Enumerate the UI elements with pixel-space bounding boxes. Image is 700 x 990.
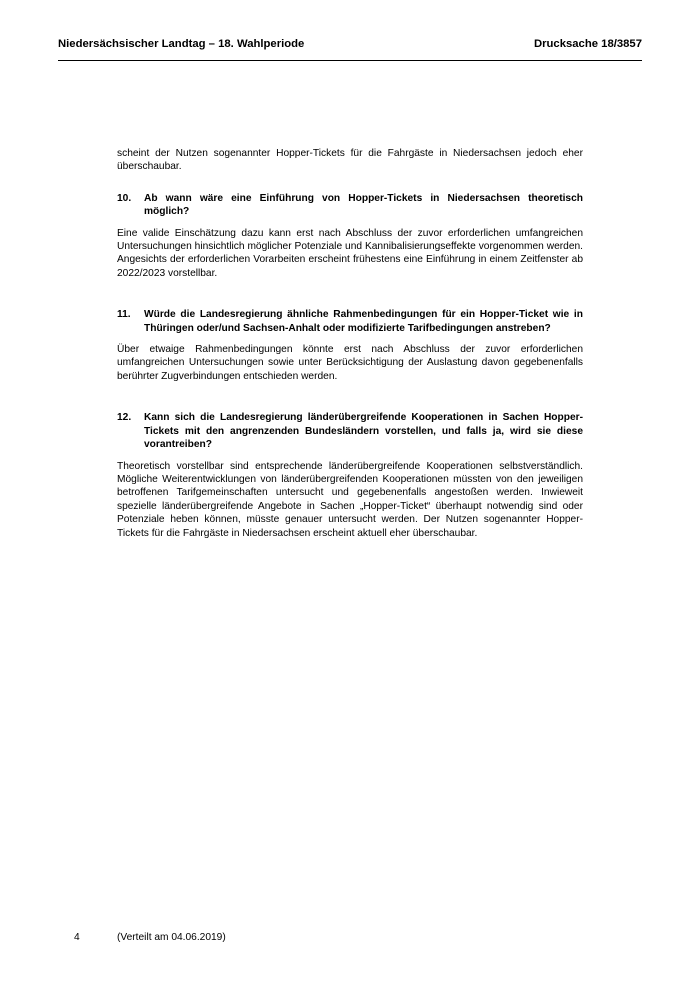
parliament-title: Niedersächsischer Landtag – 18. Wahlperiode [58, 38, 305, 50]
intro-paragraph: scheint der Nutzen sogenannter Hopper-Tickets für die Fahrgäste in Niedersachsen jedoch eher überschaubar. [117, 148, 583, 173]
answer-11: Über etwaige Rahmenbedingungen könnte erst nach Abschluss der zuvor erforderlichen umfangreichen Untersuchungen sowie unter Berücksichtigung der Auslastung davon gegebenenfalls berührter Zugverbindungen entschieden werden. [117, 344, 583, 382]
question-text: Kann sich die Landesregierung länderübergreifende Kooperationen in Sachen Hopper-Tickets mit den angrenzenden Bundesländern vorstellen, und falls ja, wird sie diese vorantreiben? [144, 412, 583, 451]
page-header [58, 38, 642, 50]
document-body [117, 147, 583, 540]
question-11 [117, 308, 583, 335]
question-text: Würde die Landesregierung ähnliche Rahmenbedingungen für ein Hopper-Ticket wie in Thüringen oder/und Sachsen-Anhalt oder modifizierte Tarifbedingungen anstreben? [144, 309, 583, 334]
answer-10: Eine valide Einschätzung dazu kann erst nach Abschluss der zuvor erforderlichen umfangreichen Untersuchungen hinsichtlich möglicher Potenziale und Kannibalisierungseffekte vorgenommen werden. Angesichts der erforderlichen Vorarbeiten erscheint frühestens eine Einführung in einem Zeitfenster ab 2022/2023 vorstellbar. [117, 227, 583, 279]
header-divider [58, 60, 642, 61]
question-12 [117, 411, 583, 451]
question-10 [117, 192, 583, 219]
distribution-date: (Verteilt am 04.06.2019) [117, 932, 226, 943]
question-number: 10. [117, 192, 132, 204]
answer-12: Theoretisch vorstellbar sind entsprechende länderübergreifende Kooperationen selbstverständlich. Mögliche Weiterentwicklungen von länderübergreifenden Kooperationen müssten von den jeweiligen betroffenen Tarifgemeinschaften untersucht und gegebenenfalls angestoßen werden. Inwieweit spezielle länderübergreifende Angebote in Sachen „Hopper-Ticket“ überhaupt notwendig sind oder Potenziale heben können, müsste genauer untersucht werden. Der Nutzen sogenannter Hopper-Tickets für die Fahrgäste in Niedersachsen erscheint aktuell eher überschaubar. [117, 460, 583, 539]
page-number: 4 [74, 932, 80, 943]
question-number: 12. [117, 412, 132, 424]
question-number: 11. [117, 309, 131, 321]
question-text: Ab wann wäre eine Einführung von Hopper-Tickets in Niedersachsen theoretisch möglich? [144, 192, 583, 218]
document-number: Drucksache 18/3857 [533, 38, 642, 50]
